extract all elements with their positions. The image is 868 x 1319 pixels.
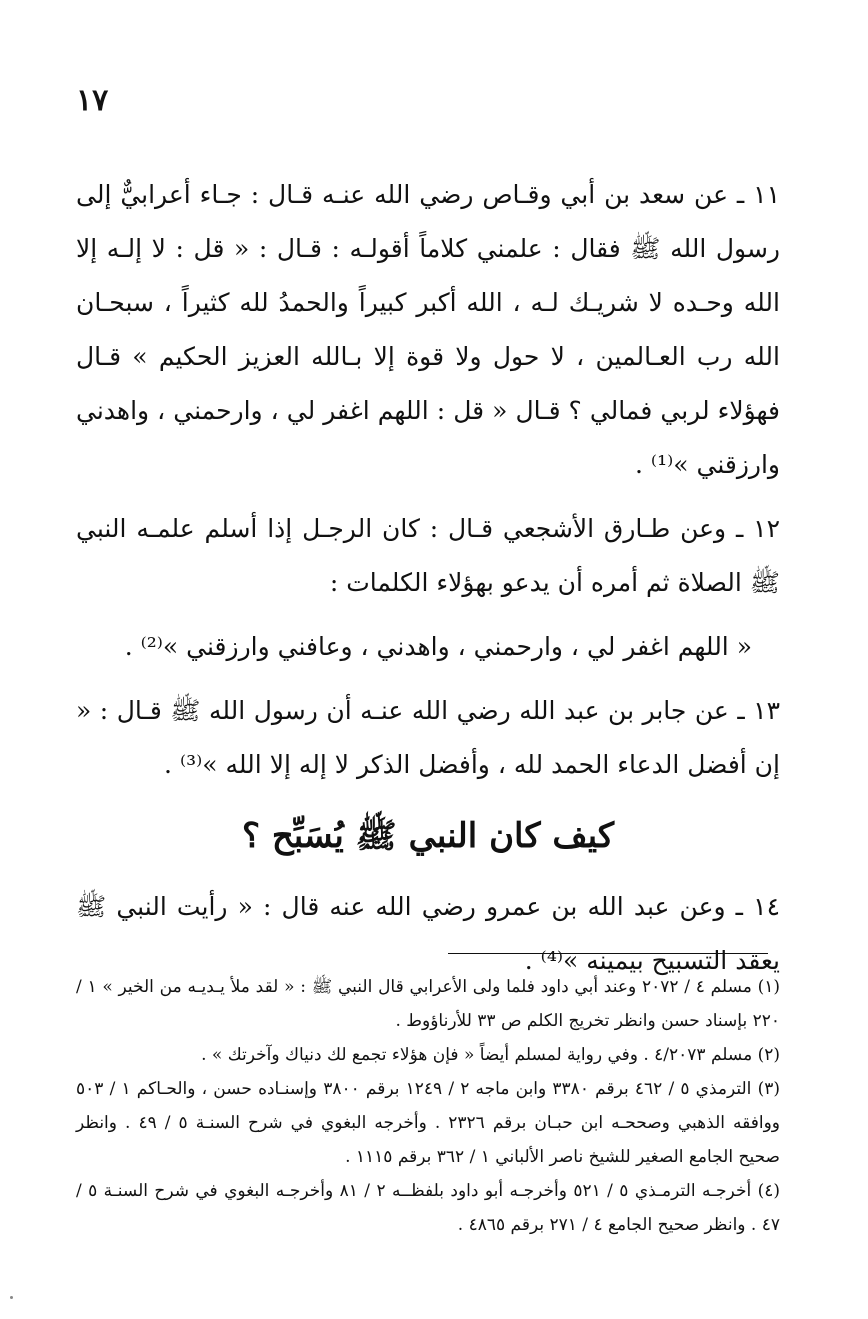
hadith-14: ١٤ ـ وعن عبد الله بن عمرو رضي الله عنه قال : « رأيت النبي ﷺ يعقد التسبيح بيمينه »⁽⁴⁾ . — [76, 892, 780, 975]
page-number: ١٧ — [76, 83, 109, 118]
footnote-divider — [448, 953, 768, 954]
footnote-4: (٤) أخرجـه الترمـذي ٥ / ٥٢١ وأخرجـه أبو داود بلفظــه ٢ / ٨١ وأخرجـه البغوي في شرح السنـة ٥ / ٤٧ . وانظر صحيح الجامع ٤ / ٢٧١ برقم ٤٨٦٥ . — [76, 1181, 780, 1235]
main-text — [76, 168, 780, 998]
footnote-2: (٢) مسلم ٤/٢٠٧٣ . وفي رواية لمسلم أيضاً « فإن هؤلاء تجمع لك دنياك وآخرتك » . — [201, 1045, 780, 1065]
section-heading: كيف كان النبي ﷺ يُسَبِّح ؟ — [241, 816, 615, 856]
footnote-1: (١) مسلم ٤ / ٢٠٧٢ وعند أبي داود فلما ولى الأعرابي قال النبي ﷺ : « لقد ملأ يـديـه من الخير » ١ / ٢٢٠ بإسناد حسن وانظر تخريج الكلم ص ٣٣ للأرناؤوط . — [76, 977, 780, 1031]
hadith-12-supplication: « اللهم اغفر لي ، وارحمني ، واهدني ، وعافني وارزقني »⁽²⁾ . — [124, 632, 752, 661]
hadith-13: ١٣ ـ عن جابر بن عبد الله رضي الله عنـه أن رسول الله ﷺ قـال : « إن أفضل الدعاء الحمد لله ، وأفضل الذكر لا إله إلا الله »⁽³⁾ . — [76, 696, 780, 779]
hadith-12: ١٢ ـ وعن طـارق الأشجعي قـال : كان الرجـل إذا أسلم علمـه النبي ﷺ الصلاة ثم أمره أن يدعو بهؤلاء الكلمات : — [76, 514, 780, 597]
scan-speck — [10, 1296, 13, 1299]
hadith-11: ١١ ـ عن سعد بن أبي وقـاص رضي الله عنـه قـال : جـاء أعرابيٌّ إلى رسول الله ﷺ فقال : علمني كلاماً أقولـه : قـال : « قل : لا إلـه إلا الله وحـده لا شريـك لـه ، الله أكبر كبيراً والحمدُ لله كثيراً ، سبحـان الله رب العـالمين ، لا حول ولا قوة إلا بـالله العزيز الحكيم » قـال فهؤلاء لربي فمالي ؟ قـال « قل : اللهم اغفر لي ، وارحمني ، واهدني وارزقني »⁽¹⁾ . — [76, 180, 780, 479]
footnote-3: (٣) الترمذي ٥ / ٤٦٢ برقم ٣٣٨٠ وابن ماجه ٢ / ١٢٤٩ برقم ٣٨٠٠ وإسنـاده حسن ، والحـاكم ١ / ٥٠٣ ووافقه الذهبي وصححـه ابن حبـان برقم ٢٣٢٦ . وأخرجه البغوي في شرح السنـة ٥ / ٤٩ . وانظر صحيح الجامع الصغير للشيخ ناصر الألباني ١ / ٣٦٢ برقم ١١١٥ . — [76, 1079, 780, 1167]
footnotes — [76, 970, 780, 1242]
